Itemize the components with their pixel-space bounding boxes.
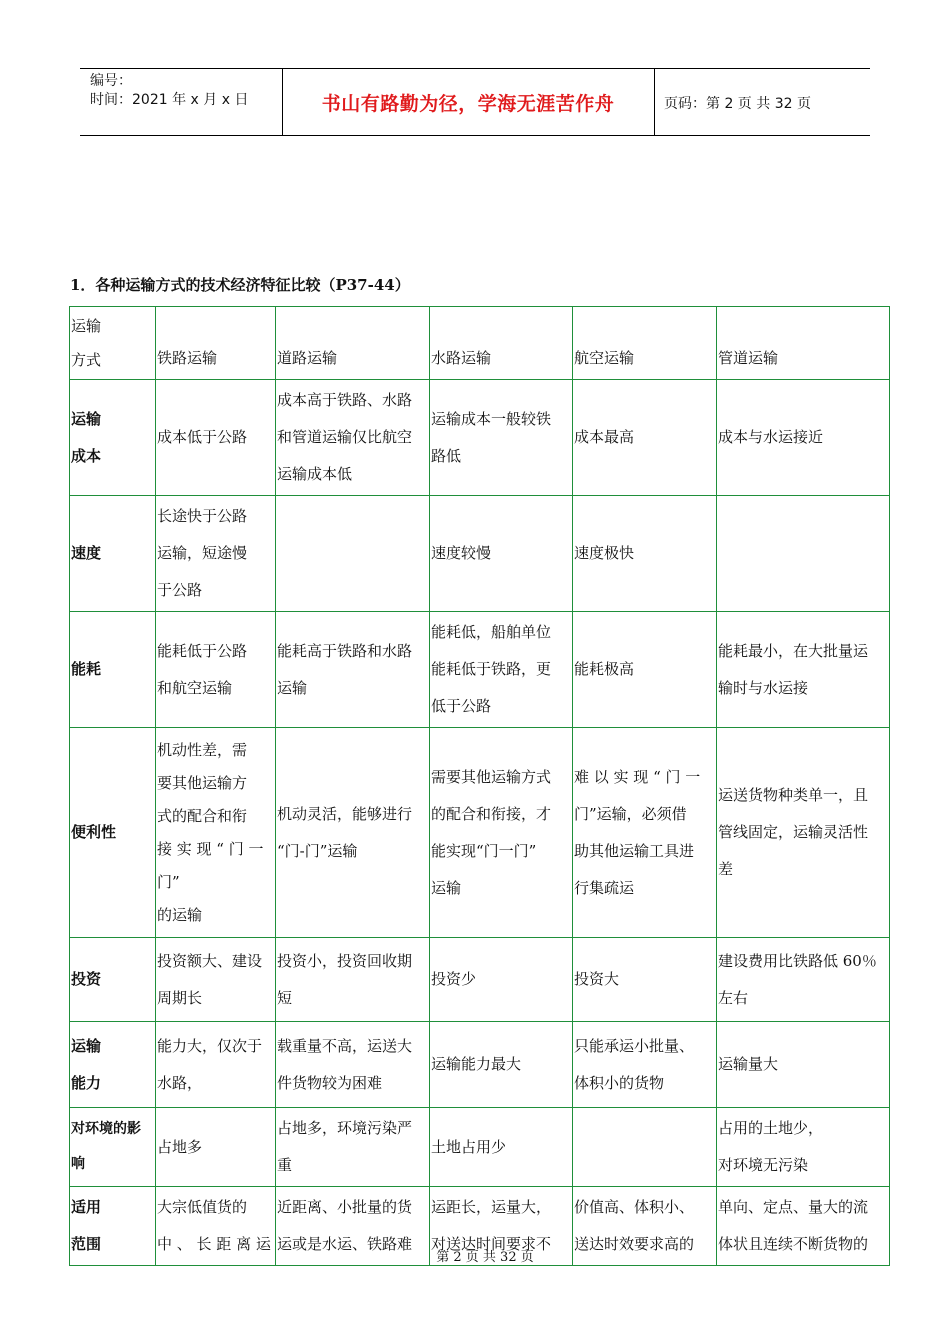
- table-cell: [156, 938, 276, 1022]
- table-cell-line: 能耗低于铁路，更: [431, 660, 552, 678]
- table-row: [70, 1108, 890, 1187]
- table-cell-line: 能耗低，船舶单位: [431, 623, 552, 641]
- table-cell-line: 送达时效要求高的: [574, 1235, 695, 1253]
- header-time-label: 时间：2021 年 x 月 x 日: [90, 92, 249, 108]
- page-footer: 第 2 页 共 32 页: [436, 1250, 534, 1265]
- table-cell-line: 速度较慢: [431, 544, 492, 562]
- table-cell-line: 投资大: [574, 970, 620, 988]
- table-cell: [573, 938, 717, 1022]
- row-label-line: 运输: [71, 1036, 102, 1055]
- table-cell-line: 接 实 现 “ 门 一: [157, 839, 264, 858]
- table-cell: [276, 1108, 430, 1187]
- table-cell: [156, 1108, 276, 1187]
- section-title: 1．各种运输方式的技术经济特征比较（P37-44）: [70, 276, 410, 294]
- table-cell: [717, 380, 890, 496]
- table-cell-line: 件货物较为困难: [277, 1073, 383, 1092]
- table-cell: [717, 496, 890, 612]
- table-row: [70, 496, 890, 612]
- table-cell: [276, 380, 430, 496]
- row-label-line: 适用: [71, 1198, 102, 1216]
- table-cell-line: 运输: [431, 878, 462, 897]
- header-number-label: 编号：: [90, 73, 132, 89]
- table-cell-line: 左右: [718, 988, 749, 1007]
- row-label-line: 范围: [71, 1235, 102, 1253]
- table-cell-line: 和管道运输仅比航空: [277, 428, 413, 446]
- table-cell-line: 式的配合和衔: [157, 806, 248, 825]
- table-cell-line: 的配合和衔接，才: [431, 804, 552, 823]
- table-cell: [430, 1022, 573, 1108]
- row-label-line: 运输: [71, 409, 102, 428]
- table-cell: [573, 1022, 717, 1108]
- table-cell-line: 运输成本一般较铁: [431, 409, 552, 428]
- table-cell: [430, 728, 573, 938]
- table-cell: [156, 728, 276, 938]
- row-label-line: 投资: [71, 970, 102, 988]
- table-cell: [430, 612, 573, 728]
- table-cell: [717, 728, 890, 938]
- table-cell-line: 成本高于铁路、水路: [277, 391, 413, 409]
- comparison-table: [69, 306, 890, 1266]
- table-cell-line: 成本低于公路: [157, 428, 248, 446]
- table-cell-line: 路低: [431, 446, 462, 465]
- table-cell-line: 水路，: [157, 1073, 203, 1092]
- header-divider-right: [654, 68, 655, 136]
- table-cell-line: 门”: [157, 872, 180, 891]
- header-cell-mode-line: 运输: [71, 317, 102, 335]
- table-cell-line: 近距离、小批量的货: [277, 1198, 413, 1216]
- table-cell: [430, 380, 573, 496]
- table-header-row: [70, 307, 890, 380]
- table-cell-line: 周期长: [157, 988, 203, 1007]
- table-cell-line: 体积小的货物: [574, 1073, 665, 1092]
- table-cell-line: 运送货物种类单一，且: [718, 786, 869, 804]
- table-cell-line: 价值高、体积小、: [574, 1198, 695, 1216]
- table-cell-line: 助其他运输工具进: [574, 841, 695, 860]
- column-header: 管道运输: [717, 307, 890, 380]
- table-cell-line: 成本最高: [574, 428, 635, 446]
- row-label: [70, 938, 156, 1022]
- table-cell: [573, 612, 717, 728]
- header-cell-mode: [70, 307, 156, 380]
- table-cell-line: 长途快于公路: [157, 507, 248, 525]
- row-label: [70, 612, 156, 728]
- table-cell-line: 土地占用少: [431, 1137, 507, 1156]
- row-label-line: 对环境的影: [71, 1121, 141, 1137]
- table-cell-line: 运输成本低: [277, 465, 353, 483]
- table-cell-line: 能耗最小，在大批量运: [718, 641, 869, 660]
- table-cell-line: 运输: [277, 678, 308, 697]
- table-cell-line: 运距长，运量大，: [431, 1198, 552, 1216]
- row-label-line: 能耗: [71, 660, 102, 678]
- table-cell-line: 能力大，仅次于: [157, 1036, 263, 1055]
- table-cell-line: 占地多: [157, 1137, 203, 1156]
- table-cell-line: 占地多，环境污染严: [277, 1119, 413, 1137]
- table-cell-line: 于公路: [157, 581, 203, 599]
- table-row: [70, 728, 890, 938]
- table-cell: [156, 380, 276, 496]
- row-label: [70, 1022, 156, 1108]
- table-cell-line: 要其他运输方: [157, 773, 248, 792]
- table-cell-line: 运输，短途慢: [157, 544, 248, 562]
- table-cell-line: 管线固定，运输灵活性: [718, 823, 869, 841]
- row-label: [70, 728, 156, 938]
- column-header: 航空运输: [573, 307, 717, 380]
- table-cell-line: 对送达时间要求不: [431, 1235, 552, 1253]
- table-cell-line: 的运输: [157, 905, 203, 924]
- table-cell-line: 机动灵活，能够进行: [277, 804, 413, 823]
- table-cell: [276, 612, 430, 728]
- table-cell: [717, 938, 890, 1022]
- table-cell-line: 载重量不高，运送大: [277, 1036, 413, 1055]
- table-cell: [430, 496, 573, 612]
- row-label: [70, 380, 156, 496]
- table-cell: [430, 1108, 573, 1187]
- header-page-label: 页码：第 2 页 共 32 页: [664, 96, 811, 112]
- row-label-line: 速度: [71, 544, 102, 562]
- table-cell: [717, 1108, 890, 1187]
- table-cell-line: 建设费用比铁路低 60％: [718, 951, 877, 970]
- table-cell-line: 行集疏运: [574, 878, 635, 897]
- table-cell-line: 重: [277, 1156, 293, 1174]
- table-row: [70, 612, 890, 728]
- table-cell-line: 能耗高于铁路和水路: [277, 641, 413, 660]
- table-cell-line: 需要其他运输方式: [431, 767, 552, 786]
- table-cell-line: 短: [277, 988, 293, 1007]
- table-cell: [276, 728, 430, 938]
- table-cell-line: 对环境无污染: [718, 1156, 809, 1174]
- table-cell: [276, 1022, 430, 1108]
- table-cell-line: 投资额大、建设: [157, 951, 263, 970]
- row-label: [70, 496, 156, 612]
- column-header: 铁路运输: [156, 307, 276, 380]
- table-cell: [573, 380, 717, 496]
- table-cell-line: 投资少: [431, 970, 477, 988]
- table-cell-line: 占用的土地少，: [718, 1119, 824, 1137]
- table-cell-line: 和航空运输: [157, 678, 233, 697]
- row-label-line: 成本: [71, 446, 102, 465]
- table-cell-line: 体状且连续不断货物的: [718, 1235, 869, 1253]
- table-cell-line: 只能承运小批量、: [574, 1036, 695, 1055]
- header-motto: 书山有路勤为径，学海无涯苦作舟: [321, 92, 615, 115]
- table-cell-line: 差: [718, 860, 734, 878]
- table-cell-line: 能耗极高: [574, 660, 635, 678]
- row-label-line: 便利性: [71, 823, 117, 841]
- table-cell: [156, 612, 276, 728]
- row-label: [70, 1108, 156, 1187]
- table-cell-line: 运输能力最大: [431, 1055, 522, 1073]
- table-cell-line: 速度极快: [574, 544, 635, 562]
- comparison-table-body: [70, 307, 890, 1266]
- table-cell: [430, 938, 573, 1022]
- table-cell-line: 投资小，投资回收期: [277, 951, 413, 970]
- column-header: 水路运输: [430, 307, 573, 380]
- table-cell: [573, 496, 717, 612]
- table-cell-line: 能实现“门一门”: [431, 841, 537, 860]
- table-cell-line: 运输量大: [718, 1055, 779, 1073]
- table-cell: [573, 1108, 717, 1187]
- table-cell-line: 中 、 长 距 离 运: [157, 1235, 271, 1253]
- table-cell: [276, 496, 430, 612]
- table-cell: [156, 496, 276, 612]
- table-cell-line: 成本与水运接近: [718, 428, 824, 446]
- table-cell-line: 难 以 实 现 “ 门 一: [574, 767, 701, 786]
- table-cell-line: 机动性差，需: [157, 740, 248, 759]
- table-cell-line: 运或是水运、铁路难: [277, 1235, 413, 1253]
- row-label-line: 响: [71, 1156, 85, 1172]
- header-cell-mode-line: 方式: [71, 351, 102, 369]
- table-cell: [156, 1022, 276, 1108]
- table-cell-line: 输时与水运接: [718, 678, 809, 697]
- header-meta: [90, 72, 248, 110]
- table-cell-line: “门-门”运输: [277, 841, 358, 860]
- table-cell-line: 门”运输，必须借: [574, 804, 687, 823]
- table-cell: [276, 938, 430, 1022]
- table-cell: [717, 612, 890, 728]
- table-cell-line: 单向、定点、量大的流: [718, 1198, 869, 1216]
- column-header: 道路运输: [276, 307, 430, 380]
- table-cell-line: 大宗低值货的: [157, 1198, 248, 1216]
- table-cell: [717, 1022, 890, 1108]
- table-row: [70, 938, 890, 1022]
- table-cell-line: 能耗低于公路: [157, 641, 248, 660]
- table-row: [70, 380, 890, 496]
- table-cell-line: 低于公路: [431, 697, 492, 715]
- row-label-line: 能力: [71, 1073, 102, 1092]
- table-row: [70, 1022, 890, 1108]
- table-cell: [573, 728, 717, 938]
